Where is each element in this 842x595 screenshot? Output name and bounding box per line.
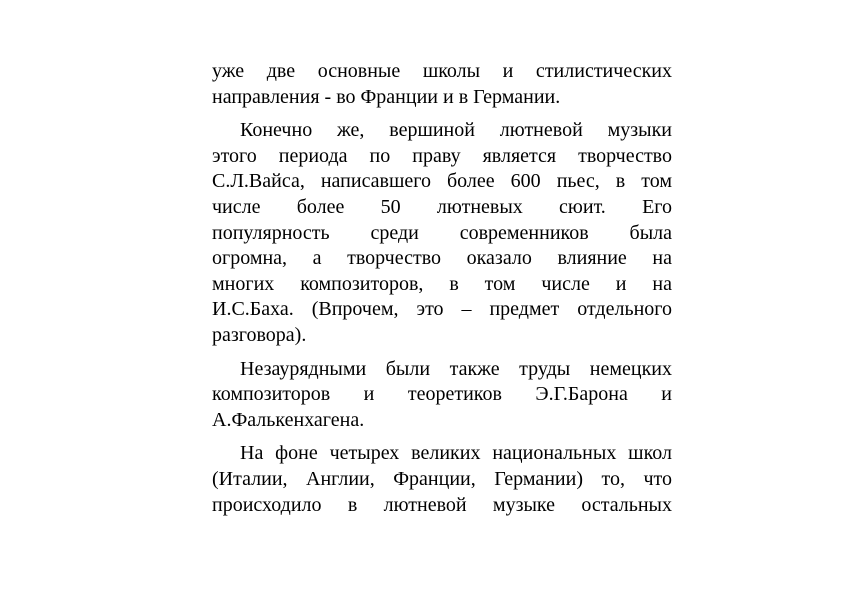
text-line: (Италии, Англии, Франции, Германии) то, что	[212, 467, 672, 490]
text-line: А.Фалькенхагена.	[212, 408, 365, 431]
text-line: И.С.Баха. (Впрочем, это – предмет отдельного	[212, 298, 672, 321]
text-line: На фоне четырех великих национальных школ	[240, 442, 672, 465]
text-line: Незаурядными были также труды немецких	[240, 357, 672, 380]
paragraph-2	[212, 118, 672, 348]
paragraph-4	[212, 441, 672, 518]
text-line: разговора).	[212, 323, 307, 346]
text-line: этого периода по праву является творчество	[212, 144, 672, 167]
text-line: С.Л.Вайса, написавшего более 600 пьес, в том	[212, 170, 672, 193]
text-line: происходило в лютневой музыке остальных	[212, 493, 672, 516]
text-line: популярность среди современников была	[212, 221, 672, 244]
paragraph-3	[212, 357, 672, 434]
text-line: числе более 50 лютневых сюит. Его	[212, 195, 672, 218]
text-line: уже две основные школы и стилистических	[212, 60, 672, 82]
text-line: многих композиторов, в том числе и на	[212, 272, 672, 295]
body-text	[212, 59, 672, 518]
text-line: композиторов и теоретиков Э.Г.Барона и	[212, 383, 672, 406]
text-line: Конечно же, вершиной лютневой музыки	[240, 119, 672, 142]
text-line: огромна, а творчество оказало влияние на	[212, 247, 672, 270]
text-line: направления - во Франции и в Германии.	[212, 85, 561, 108]
paragraph-1	[212, 59, 672, 110]
